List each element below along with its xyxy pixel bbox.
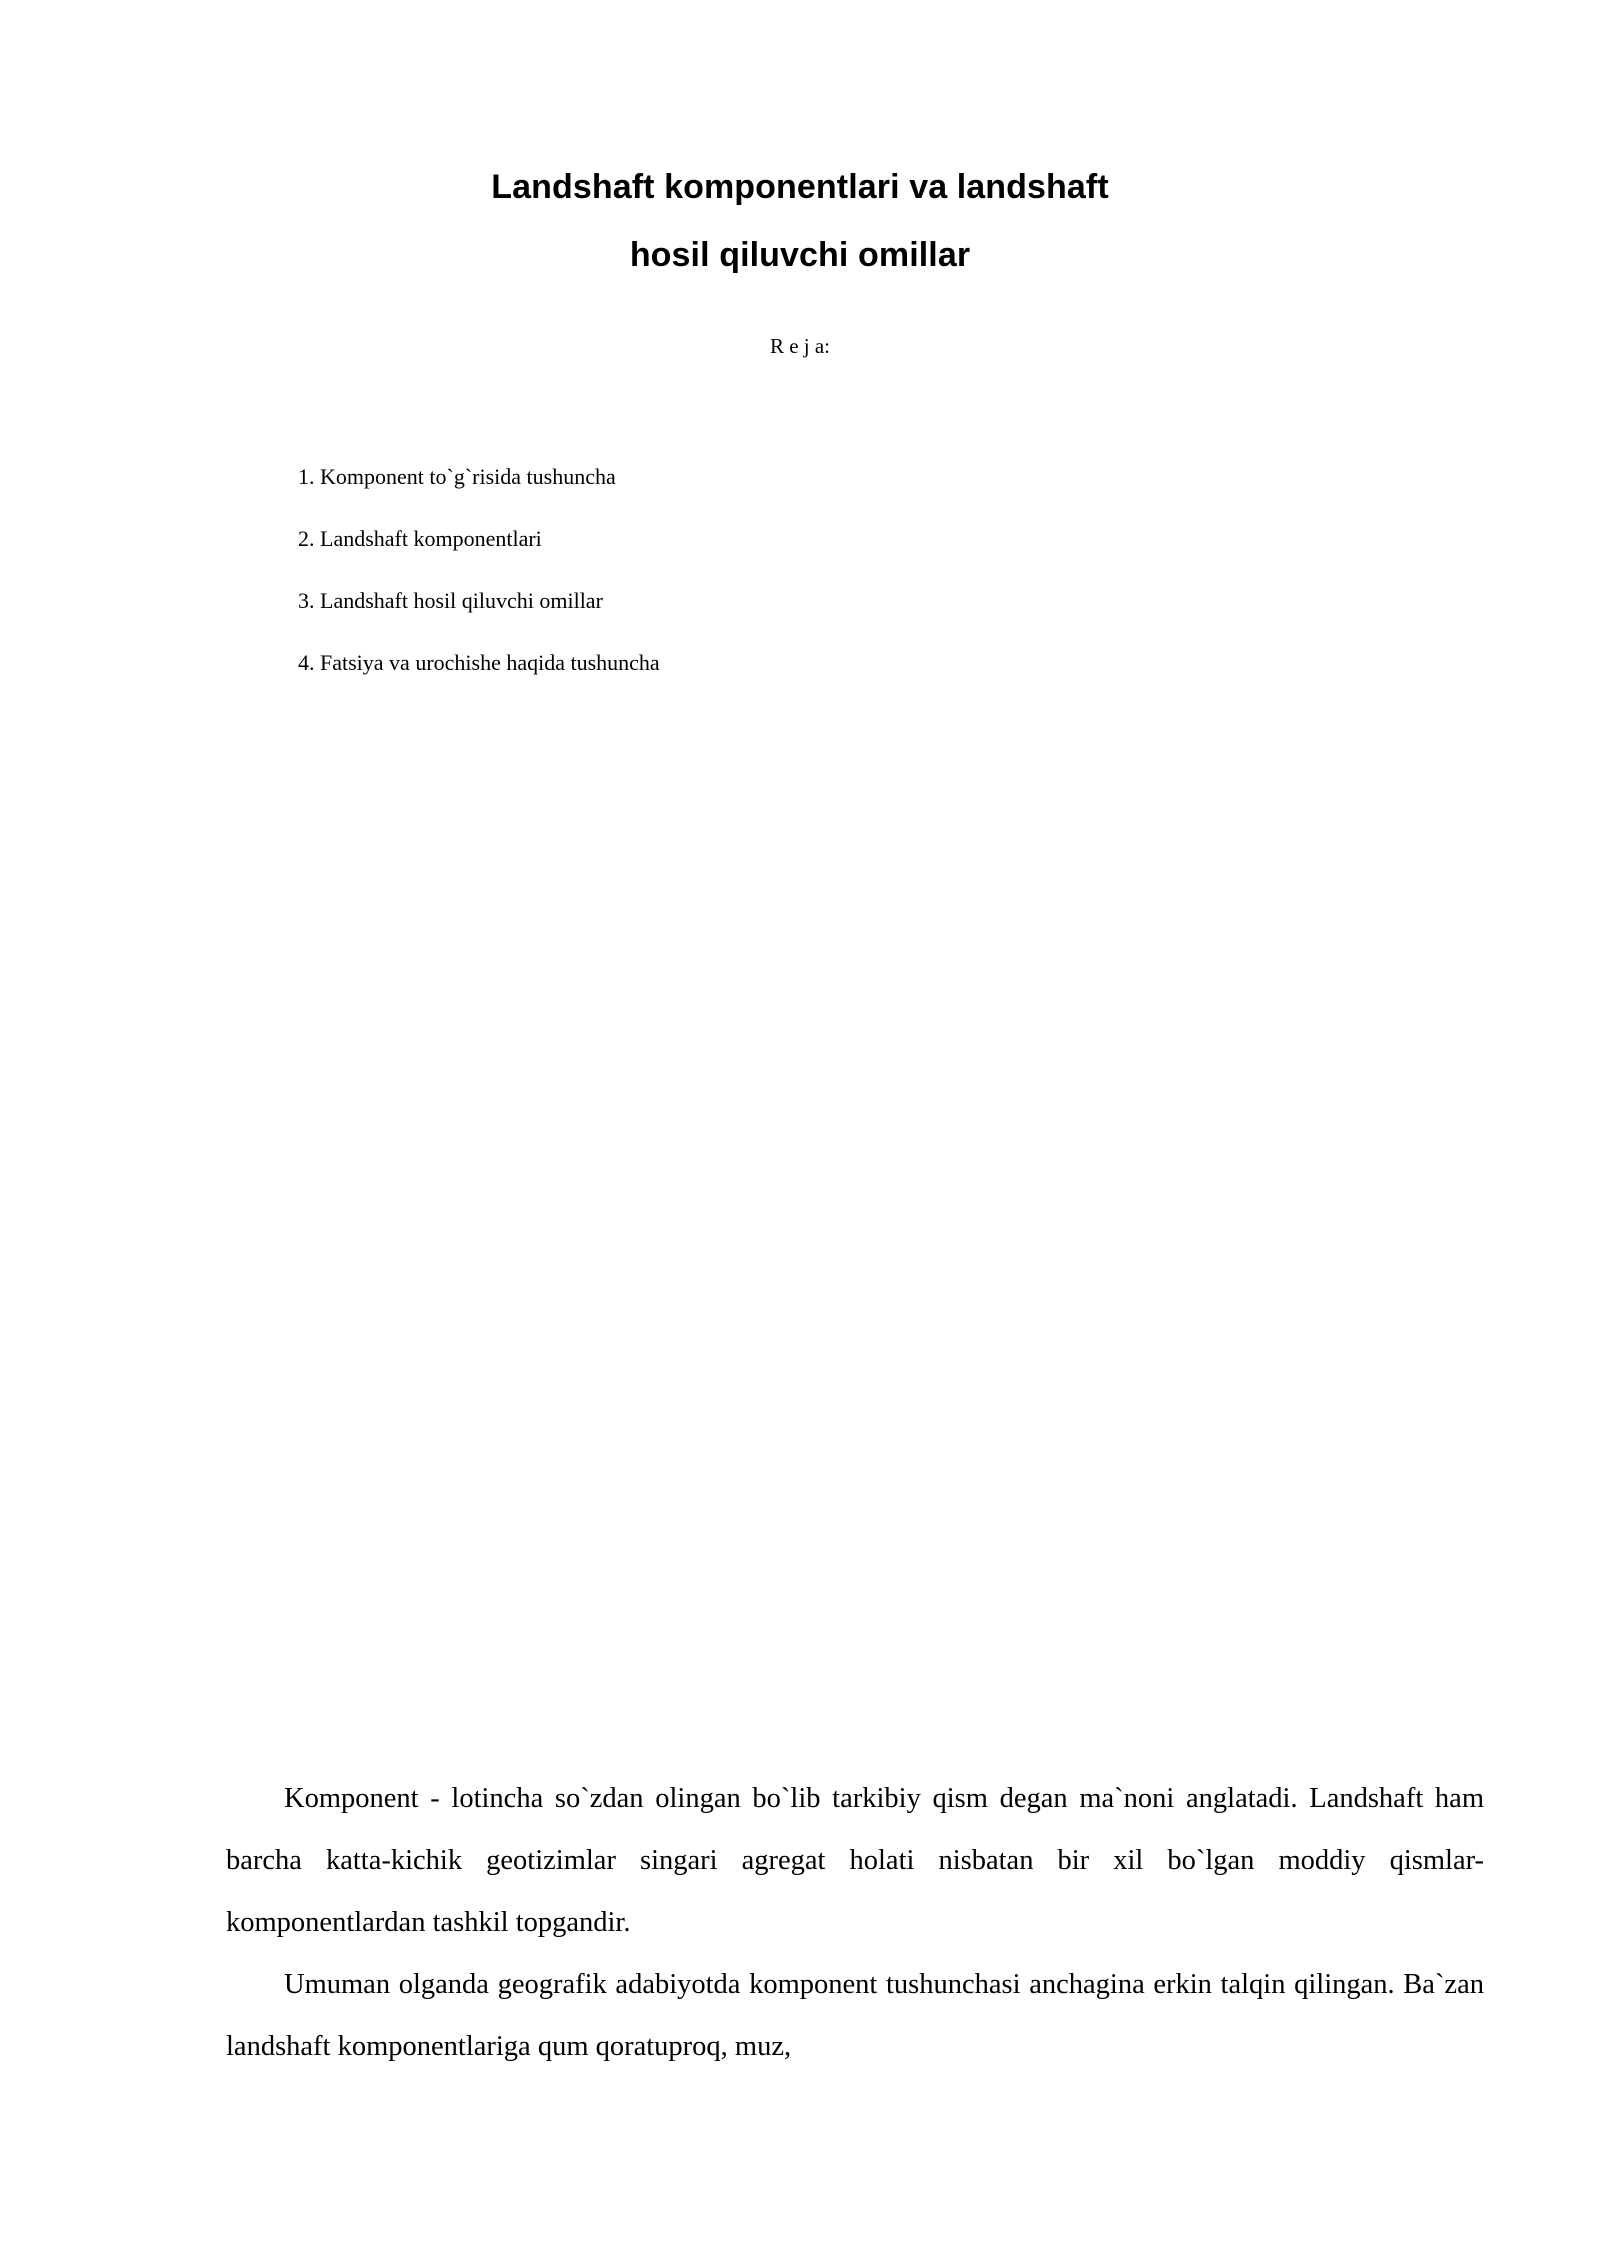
body-paragraph: Komponent - lotincha so`zdan olingan bo`lib tarkibiy qism degan ma`noni anglatadi. Landshaft ham barcha katta-kichik geotizimlar singari agregat holati nisbatan bir xil bo`lgan moddiy qismlar- komponentlardan tashkil topgandir. bbox=[226, 1783, 1484, 1938]
page-title-line-2: hosil qiluvchi omillar bbox=[629, 235, 971, 274]
plan-list-item: 2. Landshaft komponentlari bbox=[298, 526, 542, 551]
body-paragraph: Umuman olganda geografik adabiyotda komponent tushunchasi anchagina erkin talqin qilingan. Ba`zan landshaft komponentlariga qum qoratuproq, muz, bbox=[226, 1969, 1484, 2062]
page-title bbox=[0, 153, 1600, 289]
plan-list-item: 3. Landshaft hosil qiluvchi omillar bbox=[298, 588, 603, 613]
plan-list-item: 1. Komponent to`g`risida tushuncha bbox=[298, 464, 616, 489]
plan-heading: R e j a: bbox=[769, 334, 831, 358]
plan-list bbox=[298, 462, 1198, 710]
plan-list-item: 4. Fatsiya va urochishe haqida tushuncha bbox=[298, 650, 660, 675]
body-text-block bbox=[226, 1768, 1484, 2078]
page-title-line-1: Landshaft komponentlari va landshaft bbox=[491, 167, 1109, 206]
